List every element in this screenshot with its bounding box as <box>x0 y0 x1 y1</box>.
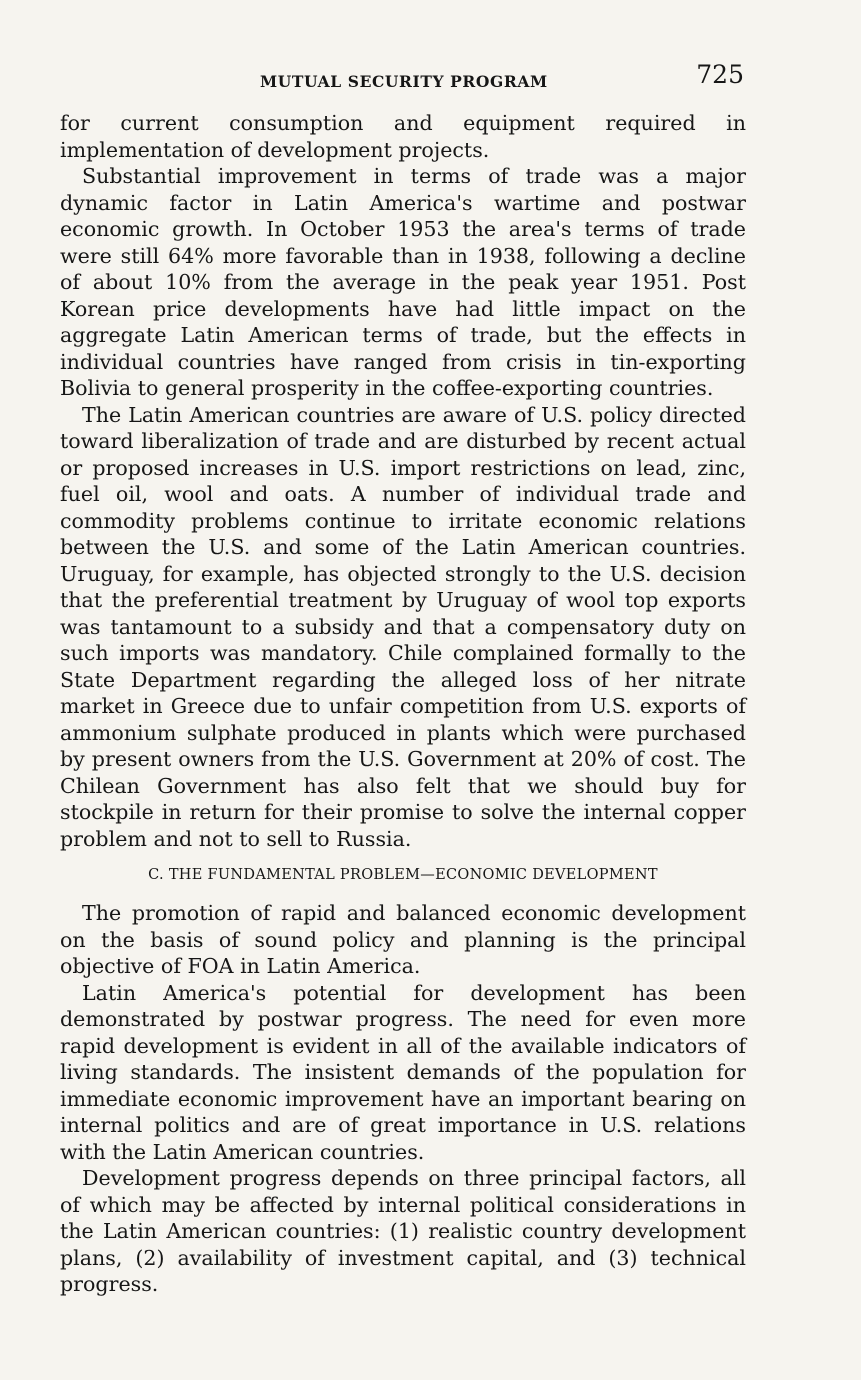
paragraph-continuation: for current consumption and equipment required in implementation of development projects. <box>60 111 746 162</box>
paragraph-trade-problems: The Latin American countries are aware of U.S. policy directed toward liberalization of trade and are disturbed by recent actual or proposed increases in U.S. import restrictions on lead, zinc, fuel oil, wool and oats. A number of individual trade and commodity problems continue to irritate economic relations between the U.S. and some of the Latin American countries. Uruguay, for example, has objected strongly to the U.S. decision that the preferential treatment by Uruguay of wool top exports was tantamount to a subsidy and that a compensatory duty on such imports was mandatory. Chile complained formally to the State Department regarding the alleged loss of her nitrate market in Greece due to unfair competition from U.S. exports of ammonium sulphate produced in plants which were purchased by present owners from the U.S. Government at 20% of cost. The Chilean Government has also felt that we should buy for stockpile in return for their promise to solve the internal copper problem and not to sell to Russia. <box>60 402 746 851</box>
paragraph-foa-objective: The promotion of rapid and balanced economic development on the basis of sound policy and planning is the principal objective of FOA in Latin America. <box>60 901 746 978</box>
running-head: MUTUAL SECURITY PROGRAM <box>260 72 548 91</box>
paragraph-principal-factors: Development progress depends on three principal factors, all of which may be affected by internal political considerations in the Latin American countries: (1) realistic country development plans, (2) availability of investment capital, and (3) technical progress. <box>60 1166 746 1296</box>
paragraph-development-potential: Latin America's potential for development has been demonstrated by postwar progress. The need for even more rapid development is evident in all of the available indicators of living standards. The insistent demands of the population for immediate economic improvement have an important bearing on internal politics and are of great importance in U.S. relations with the Latin American countries. <box>60 980 746 1164</box>
paragraph-terms-of-trade: Substantial improvement in terms of trade was a major dynamic factor in Latin America's wartime and postwar economic growth. In October 1953 the area's terms of trade were still 64% more favorable than in 1938, following a decline of about 10% from the average in the peak year 1951. Post Korean price developments have had little impact on the aggregate Latin American terms of trade, but the effects in individual countries have ranged from crisis in tin-exporting Bolivia to general prosperity in the coffee-exporting countries. <box>60 164 746 400</box>
page-header <box>60 60 750 100</box>
page-number: 725 <box>696 60 744 89</box>
section-heading: C. THE FUNDAMENTAL PROBLEM—ECONOMIC DEVELOPMENT <box>148 867 658 883</box>
body-text <box>60 110 746 1298</box>
